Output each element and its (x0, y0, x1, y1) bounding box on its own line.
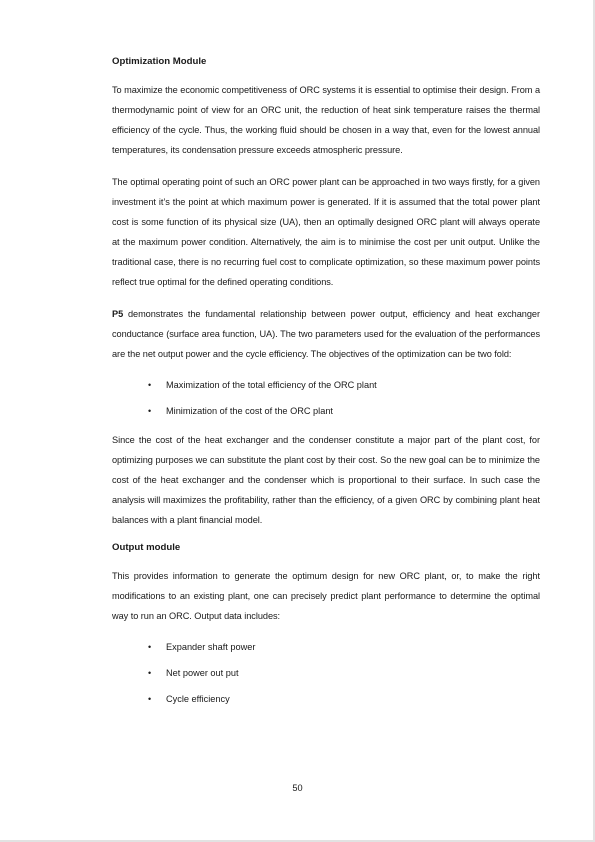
list-item-text: Maximization of the total efficiency of the ORC plant (166, 380, 377, 390)
paragraph-p5-relationship (112, 304, 540, 364)
outputs-list (112, 634, 540, 712)
paragraph-operating-point: The optimal operating point of such an ORC power plant can be approached in two ways firstly, for a given investment it’s the point at which maximum power is generated. If it is assumed that the total power plant cost is some function of its physical size (UA), then an optimally designed ORC plant will always operate at the maximum power condition. Alternatively, the aim is to minimise the cost per unit output. Unlike the traditional case, there is no recurring fuel cost to complicate optimization, so these maximum power points reflect true optimal for the defined operating conditions. (112, 177, 540, 287)
bullet-icon: • (148, 380, 152, 390)
list-item (148, 686, 540, 712)
list-item-text: Net power out put (166, 668, 239, 678)
paragraph-cost: Since the cost of the heat exchanger and the condenser constitute a major part of the plant cost, for optimizing purposes we can substitute the plant cost by their cost. So the new goal can be to minimize the cost of the heat exchanger and the condenser which is proportional to their surface. In such case the analysis will maximizes the profitability, rather than the efficiency, of a given ORC by combining plant heat balances with a plant financial model. (112, 435, 540, 525)
list-item (148, 398, 540, 424)
section-heading-optimization: Optimization Module (112, 56, 207, 67)
objectives-list (112, 372, 540, 424)
page-body (112, 56, 540, 718)
paragraph-intro: To maximize the economic competitiveness of ORC systems it is essential to optimise their design. From a thermodynamic point of view for an ORC unit, the reduction of heat sink temperature raises the thermal efficiency of the cycle. Thus, the working fluid should be chosen in a way that, even for the lowest annual temperatures, its condensation pressure exceeds atmospheric pressure. (112, 85, 540, 155)
list-item (148, 660, 540, 686)
list-item (148, 372, 540, 398)
bullet-icon: • (148, 642, 152, 652)
bullet-icon: • (148, 668, 152, 678)
paragraph-output: This provides information to generate the optimum design for new ORC plant, or, to make the right modifications to an existing plant, one can precisely predict plant performance to determine the optimal way to run an ORC. Output data includes: (112, 571, 540, 621)
section-heading-output: Output module (112, 542, 181, 553)
bullet-icon: • (148, 694, 152, 704)
list-item-text: Expander shaft power (166, 642, 256, 652)
list-item (148, 634, 540, 660)
page-number: 50 (292, 783, 303, 793)
list-item-text: Minimization of the cost of the ORC plant (166, 406, 333, 416)
list-item-text: Cycle efficiency (166, 694, 230, 704)
bullet-icon: • (148, 406, 152, 416)
figure-reference: P5 (112, 309, 124, 319)
paragraph-p5-text: demonstrates the fundamental relationship between power output, efficiency and heat exchanger conductance (surface area function, UA). The two parameters used for the evaluation of the performances are the net output power and the cycle efficiency. The objectives of the optimization can be two fold: (112, 309, 540, 359)
